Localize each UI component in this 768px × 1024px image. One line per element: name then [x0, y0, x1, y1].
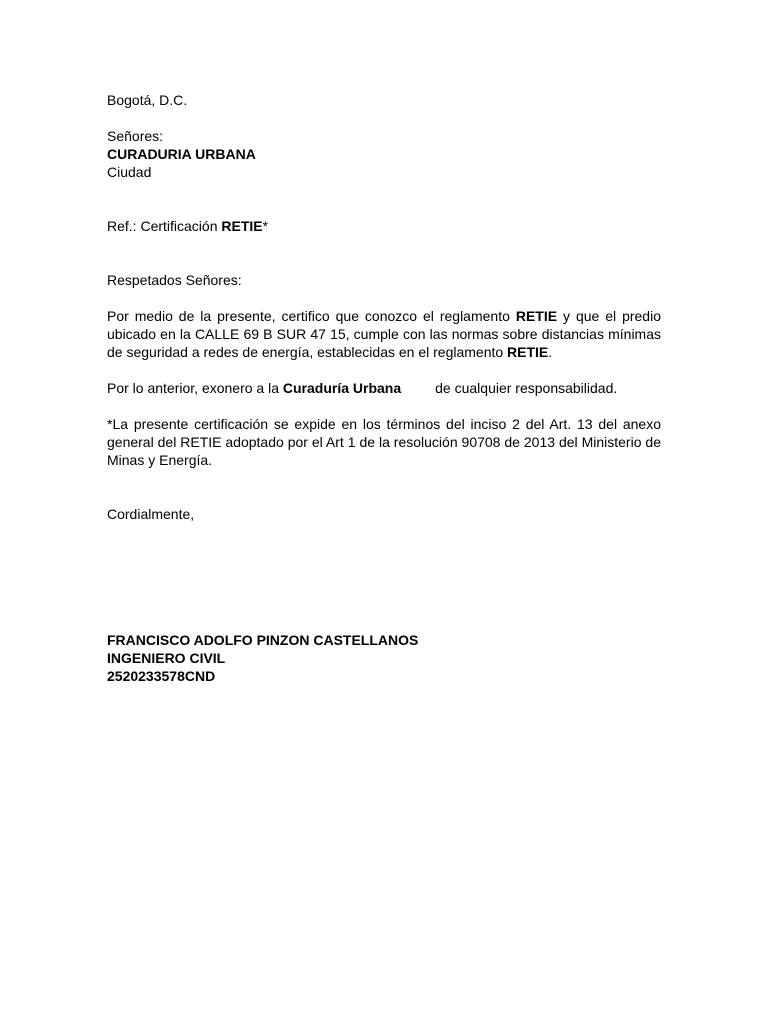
greeting: Respetados Señores:	[107, 272, 242, 288]
letter-body	[107, 91, 661, 685]
reference-bold: RETIE	[221, 218, 263, 234]
p2-text-1: Por lo anterior, exonero a la	[107, 380, 283, 396]
closing: Cordialmente,	[107, 506, 195, 522]
paragraph-certification	[107, 307, 661, 361]
p1-bold-2: RETIE	[507, 344, 549, 360]
reference-suffix: *	[262, 218, 269, 234]
recipient-name: CURADURIA URBANA	[107, 146, 256, 162]
signer-id: 2520233578CND	[107, 668, 216, 684]
p1-text-1: Por medio de la presente, certifico que conozco el reglamento	[107, 308, 516, 324]
p1-text-2: y que el predio ubicado en la CALLE 69 B SUR 47 15, cumple con las normas sobre distancias mínimas de seguridad a redes de energía, establecidas en el reglamento	[107, 308, 661, 360]
p2-bold: Curaduría Urbana	[282, 380, 402, 396]
signature-block	[107, 631, 661, 685]
recipient-city: Ciudad	[107, 164, 152, 180]
signer-name: FRANCISCO ADOLFO PINZON CASTELLANOS	[107, 632, 419, 648]
city-date: Bogotá, D.C.	[107, 92, 188, 108]
salutation-to: Señores:	[107, 128, 164, 144]
signer-title: INGENIERO CIVIL	[107, 650, 226, 666]
paragraph-exoneration	[107, 379, 661, 397]
paragraph-footnote: *La presente certificación se expide en los términos del inciso 2 del Art. 13 del anexo general del RETIE adoptado por el Art 1 de la resolución 90708 de 2013 del Ministerio de Minas y Energía.	[107, 416, 661, 468]
p2-text-2: de cualquier responsabilidad.	[435, 380, 618, 396]
reference-line	[107, 217, 661, 235]
reference-prefix: Ref.: Certificación	[107, 218, 222, 234]
p1-bold-1: RETIE	[515, 308, 558, 324]
p1-text-3: .	[548, 344, 553, 360]
